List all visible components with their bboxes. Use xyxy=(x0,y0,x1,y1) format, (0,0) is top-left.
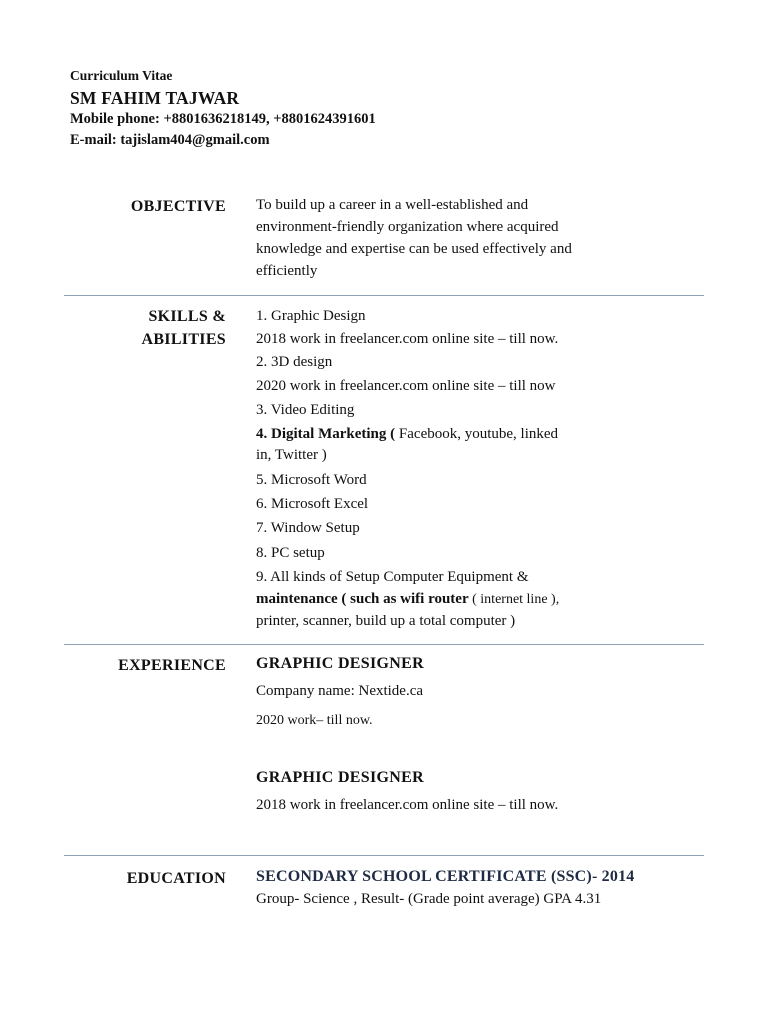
job-company: Company name: Nextide.ca xyxy=(256,683,424,699)
skill-graphic-design-note: 2018 work in freelancer.com online site – till now. xyxy=(256,331,559,347)
skill-3d-design-note: 2020 work in freelancer.com online site – till now xyxy=(256,378,556,394)
candidate-name: SM FAHIM TAJWAR xyxy=(70,88,240,108)
job-title: GRAPHIC DESIGNER xyxy=(256,655,424,672)
objective-line: knowledge and expertise can be used effectively and xyxy=(256,241,572,257)
education-details: Group- Science , Result- (Grade point average) GPA 4.31 xyxy=(256,891,602,907)
education-certificate: SECONDARY SCHOOL CERTIFICATE (SSC)- 2014 xyxy=(256,868,635,885)
skill-video-editing: 3. Video Editing xyxy=(256,402,355,418)
skill-equipment-title: maintenance ( such as wifi router xyxy=(256,591,469,607)
skills-heading-line: ABILITIES xyxy=(141,331,226,348)
skill-equipment-note: ( internet line ), xyxy=(468,592,560,607)
document-label: Curriculum Vitae xyxy=(70,68,173,83)
skills-heading-line: SKILLS & xyxy=(148,308,226,325)
section-divider xyxy=(64,855,704,856)
skill-equipment-line-1: 9. All kinds of Setup Computer Equipment & xyxy=(256,569,529,585)
skill-digital-marketing-detail-2: in, Twitter ) xyxy=(256,447,327,463)
skills-heading xyxy=(141,305,226,351)
section-divider xyxy=(64,295,704,296)
skill-pc-setup: 8. PC setup xyxy=(256,545,325,561)
objective-line: efficiently xyxy=(256,263,318,279)
skill-window-setup: 7. Window Setup xyxy=(256,520,360,536)
skill-equipment-line-2 xyxy=(256,588,606,611)
skill-3d-design: 2. 3D design xyxy=(256,354,333,370)
job-period: 2018 work in freelancer.com online site – till now. xyxy=(256,797,559,813)
education-heading: EDUCATION xyxy=(126,870,226,887)
skill-microsoft-word: 5. Microsoft Word xyxy=(256,472,367,488)
objective-heading: OBJECTIVE xyxy=(130,198,226,215)
skill-digital-marketing-title: 4. Digital Marketing ( xyxy=(256,426,396,442)
job-period: 2020 work– till now. xyxy=(256,713,373,728)
skill-digital-marketing xyxy=(256,423,606,445)
skill-graphic-design: 1. Graphic Design xyxy=(256,308,366,324)
job-title: GRAPHIC DESIGNER xyxy=(256,769,424,786)
email-address: E-mail: tajislam404@gmail.com xyxy=(70,132,270,148)
objective-line: To build up a career in a well-established and xyxy=(256,197,529,213)
experience-heading: EXPERIENCE xyxy=(118,657,226,674)
section-divider xyxy=(64,644,704,645)
skill-digital-marketing-detail: Facebook, youtube, linked xyxy=(395,426,559,442)
skill-microsoft-excel: 6. Microsoft Excel xyxy=(256,496,369,512)
objective-line: environment-friendly organization where acquired xyxy=(256,219,559,235)
objective-text xyxy=(256,194,616,282)
skill-equipment-line-3: printer, scanner, build up a total computer ) xyxy=(256,613,516,629)
mobile-phone: Mobile phone: +8801636218149, +8801624391601 xyxy=(70,111,376,127)
